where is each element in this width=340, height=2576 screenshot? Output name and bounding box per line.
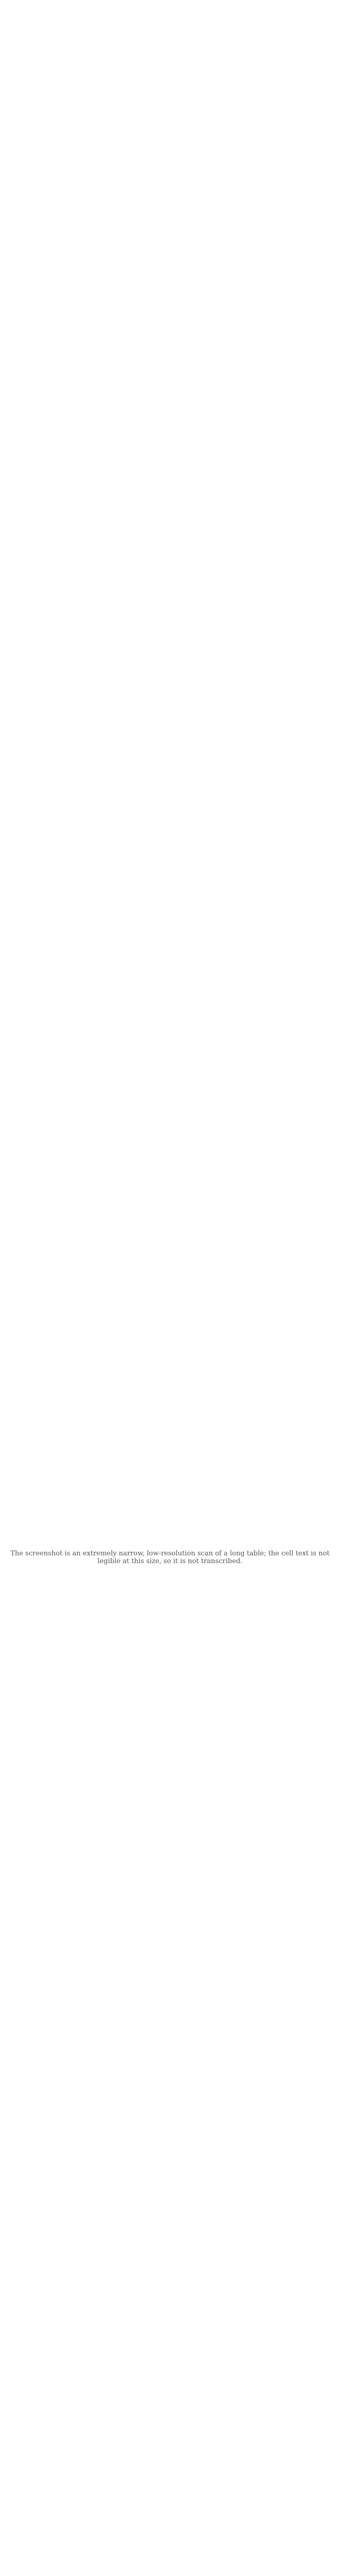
notice-text: The screenshot is an extremely narrow, low-resolution scan of a long table; the cell text is not legible at this size, so it is not transcribed. [10, 1550, 330, 1565]
illegible-notice [6, 4, 334, 1565]
table-sheet [6, 4, 334, 1565]
